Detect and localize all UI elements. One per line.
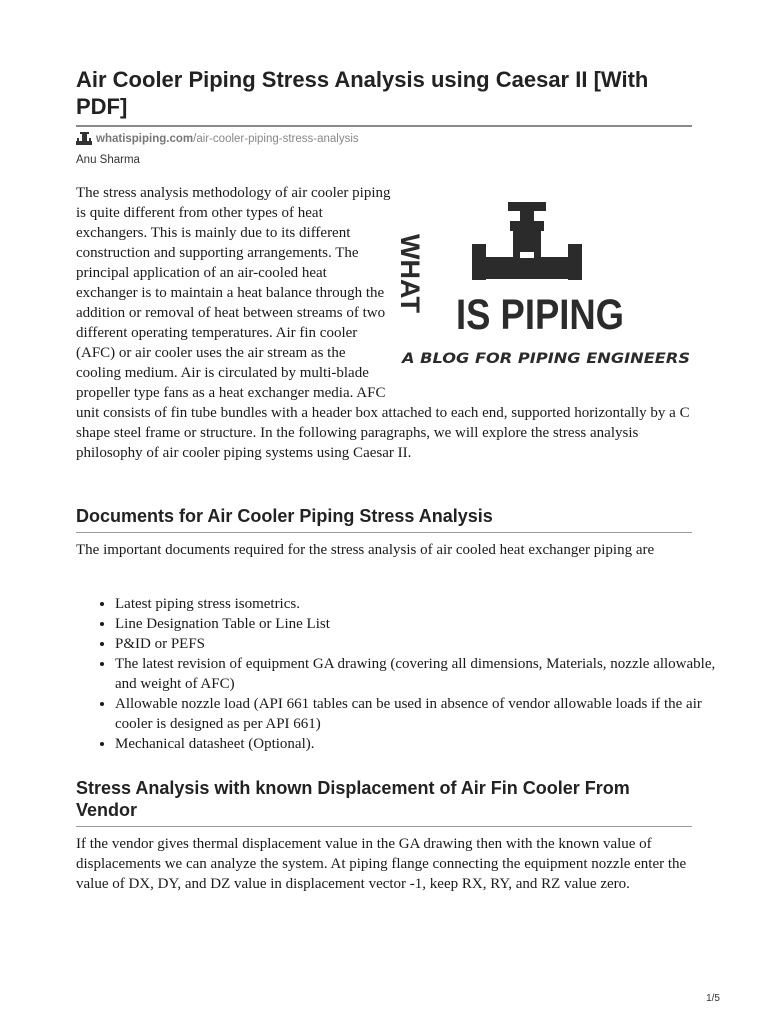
intro-paragraph: The stress analysis methodology of air cooler piping is quite different from other types of heat exchangers. This is mainly due to its different construction and supporting arrangements. The principal application of an air-cooled heat exchanger is to maintain a heat balance through the addition or removal of heat between streams of two different operating temperatures. Air fin cooler (AFC) or air cooler uses the air stream as the cooling medium. Air is circulated by multi-blade propeller type fans as a heat exchanger media. AFC unit consists of fin tube bundles with a header box attached to each end, supported horizontally by a C shape steel frame or structure. In the following paragraphs, we will explore the stress analysis philosophy of air cooler piping systems using Caesar II.	[76, 185, 690, 461]
list-item: • Mechanical datasheet (Optional).	[115, 734, 731, 754]
logo-word-is-piping: IS PIPING	[456, 291, 624, 339]
page-number: 1/5	[706, 993, 720, 1004]
author-name: Anu Sharma	[76, 154, 140, 166]
source-path-link[interactable]: /air-cooler-piping-stress-analysis	[193, 133, 359, 145]
list-item: • The latest revision of equipment GA drawing (covering all dimensions, Materials, nozzle allowable, and weight of AFC)	[115, 654, 731, 694]
site-favicon-icon	[76, 132, 92, 146]
list-item: • P&ID or PEFS	[115, 634, 731, 654]
list-item: • Line Designation Table or Line List	[115, 614, 731, 634]
documents-list	[76, 594, 731, 754]
intro-block	[76, 183, 692, 463]
documents-intro-paragraph: The important documents required for the stress analysis of air cooled heat exchanger piping are	[76, 542, 655, 558]
source-line	[76, 131, 359, 147]
section-heading-documents: Documents for Air Cooler Piping Stress Analysis	[76, 506, 493, 526]
title-divider	[76, 125, 692, 127]
page-title: Air Cooler Piping Stress Analysis using Caesar II [With PDF]	[76, 67, 649, 119]
what-is-piping-logo-icon	[395, 197, 700, 387]
section-heading-displacement: Stress Analysis with known Displacement of Air Fin Cooler From Vendor	[76, 778, 630, 820]
section-divider	[76, 826, 692, 827]
displacement-paragraph: If the vendor gives thermal displacement value in the GA drawing then with the known value of displacements we can analyze the system. At piping flange connecting the equipment nozzle enter the value of DX, DY, and DZ value in displacement vector -1, keep RX, RY, and RZ value zero.	[76, 836, 687, 892]
list-item: • Allowable nozzle load (API 661 tables can be used in absence of vendor allowable loads if the air cooler is designed as per API 661)	[115, 694, 731, 734]
list-item: • Latest piping stress isometrics.	[115, 594, 731, 614]
section-divider	[76, 532, 692, 533]
logo-tagline: A BLOG FOR PIPING ENGINEERS	[400, 351, 690, 367]
source-domain-link[interactable]: whatispiping.com	[96, 133, 194, 145]
logo-word-what: WHAT	[395, 234, 425, 313]
